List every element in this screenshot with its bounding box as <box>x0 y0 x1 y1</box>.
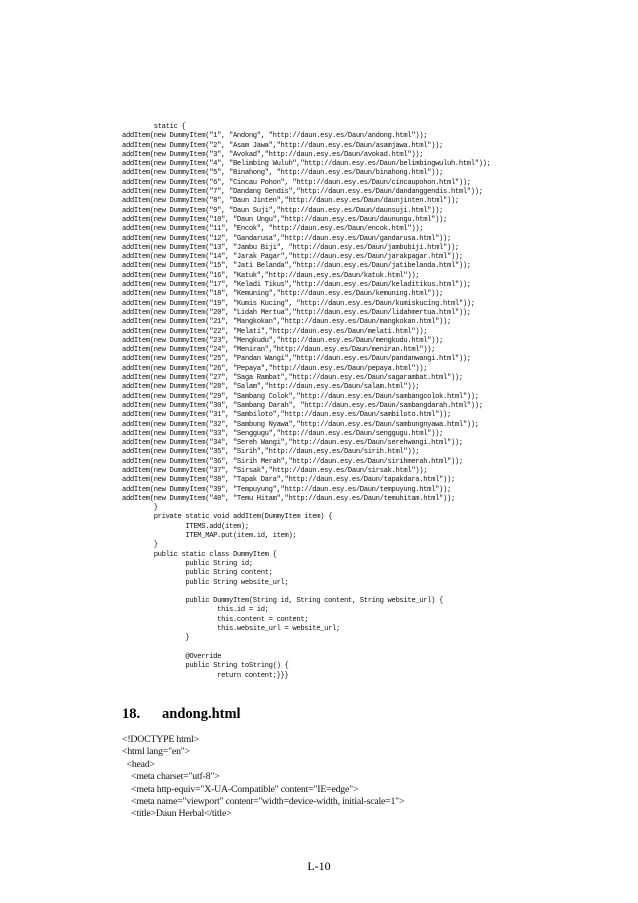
code-line: addItem(new DummyItem("23", "Mengkudu","http://daun.esy.es/Daun/mengkudu.html")); <box>122 336 444 345</box>
code-line: } <box>122 634 190 643</box>
code-line: addItem(new DummyItem("9", "Daun Suji","http://daun.esy.es/Daun/daunsuji.html")); <box>122 206 444 215</box>
code-line: addItem(new DummyItem("7", "Dandang Gendis","http://daun.esy.es/Daun/dandanggendis.html")); <box>122 188 483 197</box>
code-line: addItem(new DummyItem("4", "Belimbing Wuluh","http://daun.esy.es/Daun/belimbingwuluh.html")); <box>122 160 491 169</box>
code-line: private static void addItem(DummyItem item) { <box>122 513 333 522</box>
code-line: } <box>122 504 158 513</box>
code-line: addItem(new DummyItem("14", "Jarak Pagar","http://daun.esy.es/Daun/jarakpagar.html")); <box>122 253 463 262</box>
code-line: addItem(new DummyItem("16", "Katuk","http://daun.esy.es/Daun/katuk.html")); <box>122 271 420 280</box>
code-line: <meta http-equiv="X-UA-Compatible" content="IE=edge"> <box>122 783 359 795</box>
code-line: addItem(new DummyItem("20", "Lidah Mertua","http://daun.esy.es/Daun/lidahmertua.html")); <box>122 308 471 317</box>
section-title: andong.html <box>162 706 241 722</box>
code-line: addItem(new DummyItem("40", "Temu Hitam","http://daun.esy.es/Daun/temuhitam.html")); <box>122 494 455 503</box>
code-line: <!DOCTYPE html> <box>122 734 199 745</box>
code-line: addItem(new DummyItem("24", "Meniran","http://daun.esy.es/Daun/meniran.html")); <box>122 346 436 355</box>
code-line: addItem(new DummyItem("8", "Daun Jinten","http://daun.esy.es/Daun/daunjinten.html")); <box>122 197 459 206</box>
code-line: <head> <box>122 758 155 770</box>
code-line: addItem(new DummyItem("27", "Saga Rambat","http://daun.esy.es/Daun/sagarambat.html")); <box>122 374 463 383</box>
code-line: addItem(new DummyItem("11", "Encok", "http://daun.esy.es/Daun/encok.html")); <box>122 225 424 234</box>
code-line: addItem(new DummyItem("3", "Avokad","http://daun.esy.es/Daun/avokad.html")); <box>122 150 424 159</box>
code-line: return content;}}} <box>122 671 289 680</box>
code-line: addItem(new DummyItem("33", "Senggugu","http://daun.esy.es/Daun/senggugu.html")); <box>122 429 444 438</box>
code-line: addItem(new DummyItem("32", "Sambung Nyawa","http://daun.esy.es/Daun/sambungnyawa.html")); <box>122 420 479 429</box>
code-line: addItem(new DummyItem("34", "Sereh Wangi","http://daun.esy.es/Daun/serehwangi.html")); <box>122 439 463 448</box>
code-line: addItem(new DummyItem("13", "Jambu Biji", "http://daun.esy.es/Daun/jambubiji.html")); <box>122 243 459 252</box>
code-line: addItem(new DummyItem("19", "Kumis Kucing", "http://daun.esy.es/Daun/kumiskucing.html")); <box>122 299 475 308</box>
code-line: addItem(new DummyItem("1", "Andong", "http://daun.esy.es/Daun/andong.html")); <box>122 132 428 141</box>
code-line: this.content = content; <box>122 615 309 624</box>
code-line: static { <box>122 123 186 131</box>
code-line: <meta charset="utf-8"> <box>122 771 220 783</box>
code-line: @Override <box>122 652 222 661</box>
code-line: addItem(new DummyItem("18", "Kemuning","http://daun.esy.es/Daun/kemuning.html")); <box>122 290 444 299</box>
code-line: addItem(new DummyItem("26", "Pepaya","http://daun.esy.es/Daun/pepaya.html")); <box>122 364 428 373</box>
code-line: addItem(new DummyItem("30", "Sambang Darah", "http://daun.esy.es/Daun/sambangdarah.html")); <box>122 401 483 410</box>
code-line: public String id; <box>122 559 253 568</box>
code-line: public String content; <box>122 569 273 578</box>
code-line: addItem(new DummyItem("15", "Jati Belanda","http://daun.esy.es/Daun/jatibelanda.html")); <box>122 262 471 271</box>
code-line: public String toString() { <box>122 662 289 671</box>
code-line: addItem(new DummyItem("38", "Tapak Dara","http://daun.esy.es/Daun/tapakdara.html")); <box>122 476 455 485</box>
code-line: <title>Daun Herbal</title> <box>122 808 232 820</box>
code-line: addItem(new DummyItem("5", "Binahong", "http://daun.esy.es/Daun/binahong.html")); <box>122 169 444 178</box>
code-line: public DummyItem(String id, String content, String website_url) { <box>122 597 444 606</box>
section-heading <box>122 706 241 723</box>
code-line: addItem(new DummyItem("36", "Sirih Merah","http://daun.esy.es/Daun/sirihmerah.html")); <box>122 457 463 466</box>
code-line: public String website_url; <box>122 578 289 587</box>
html-code-listing <box>122 734 404 821</box>
code-line: ITEM_MAP.put(item.id, item); <box>122 532 297 541</box>
page-number: L-10 <box>307 859 331 873</box>
code-line: <meta name="viewport" content="width=device-width, initial-scale=1"> <box>122 795 405 807</box>
code-line: addItem(new DummyItem("22", "Melati","http://daun.esy.es/Daun/melati.html")); <box>122 327 428 336</box>
code-line: addItem(new DummyItem("21", "Mangkokan","http://daun.esy.es/Daun/mangkokan.html")); <box>122 318 451 327</box>
code-line: addItem(new DummyItem("31", "Sambiloto","http://daun.esy.es/Daun/sambiloto.html")); <box>122 411 451 420</box>
code-line: addItem(new DummyItem("6", "Cincau Pohon", "http://daun.esy.es/Daun/cincaupohon.html")); <box>122 178 471 187</box>
code-line: addItem(new DummyItem("25", "Pandan Wangi","http://daun.esy.es/Daun/pandanwangi.html")); <box>122 355 471 364</box>
code-line <box>122 588 491 597</box>
code-line: addItem(new DummyItem("37", "Sirsak","http://daun.esy.es/Daun/sirsak.html")); <box>122 466 428 475</box>
code-line: public static class DummyItem { <box>122 550 277 559</box>
code-line: this.website_url = website_url; <box>122 625 340 634</box>
code-line: addItem(new DummyItem("28", "Salam","http://daun.esy.es/Daun/salam.html")); <box>122 383 420 392</box>
code-line: addItem(new DummyItem("12", "Gandarusa","http://daun.esy.es/Daun/gandarusa.html")); <box>122 234 451 243</box>
code-line: } <box>122 541 158 550</box>
java-code-listing <box>122 123 491 681</box>
code-line: this.id = id; <box>122 606 269 615</box>
code-line: addItem(new DummyItem("29", "Sambang Colok","http://daun.esy.es/Daun/sambangcolok.html")); <box>122 392 479 401</box>
code-line <box>122 644 491 653</box>
code-line: addItem(new DummyItem("2", "Asam Jawa","http://daun.esy.es/Daun/asamjawa.html")); <box>122 141 444 150</box>
code-line: <html lang="en"> <box>122 746 190 758</box>
section-number: 18. <box>122 706 141 722</box>
code-line: addItem(new DummyItem("39", "Tempuyung","http://daun.esy.es/Daun/tempuyung.html")); <box>122 485 451 494</box>
code-line: addItem(new DummyItem("17", "Keladi Tikus","http://daun.esy.es/Daun/keladitikus.html")); <box>122 281 471 290</box>
code-line: addItem(new DummyItem("10", "Daun Ungu","http://daun.esy.es/Daun/daunungu.html")); <box>122 215 447 224</box>
code-line: ITEMS.add(item); <box>122 522 249 531</box>
code-line: addItem(new DummyItem("35", "Sirih","http://daun.esy.es/Daun/sirih.html")); <box>122 448 420 457</box>
